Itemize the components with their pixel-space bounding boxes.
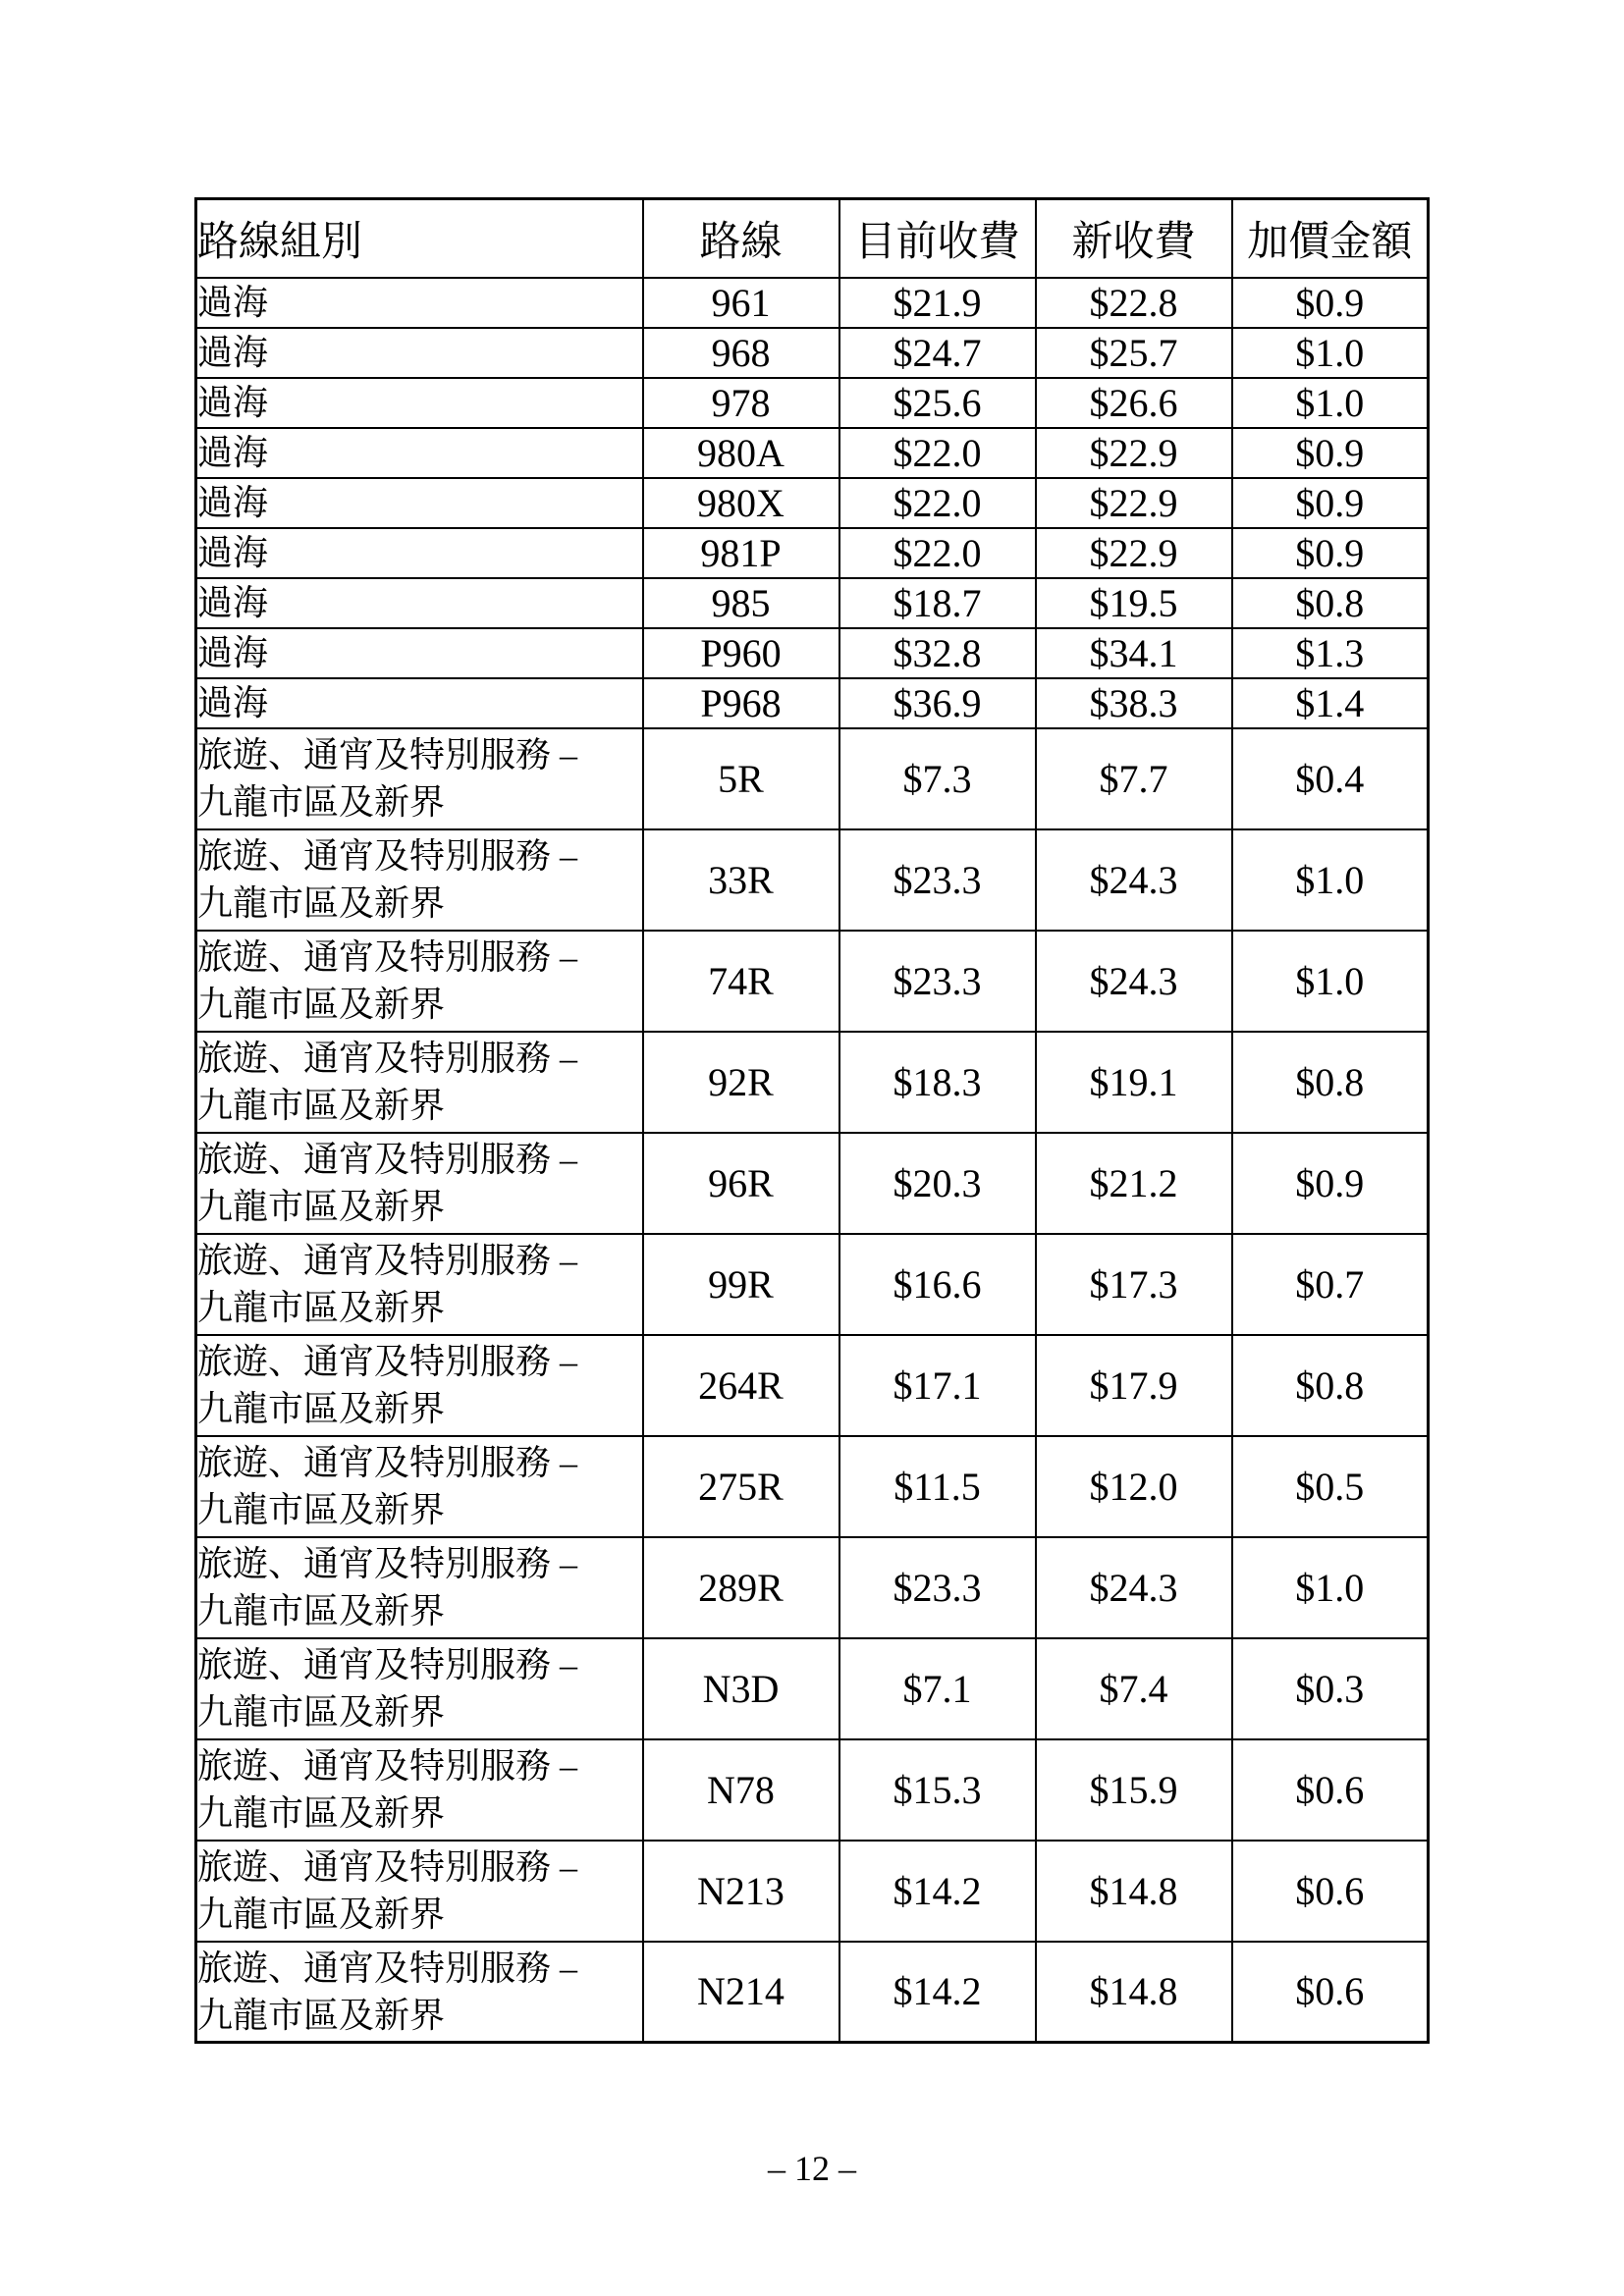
route-group-cell (196, 278, 643, 328)
route-group-line: 旅遊、通宵及特別服務 – (197, 1140, 578, 1179)
header-route-group: 路線組別 (196, 199, 643, 278)
table-row (196, 728, 1429, 829)
route-group-line: 過海 (197, 383, 269, 422)
table-row (196, 528, 1429, 578)
increase-amount-cell: $1.0 (1232, 378, 1429, 428)
route-cell: 92R (643, 1032, 839, 1133)
increase-amount-cell: $0.9 (1232, 478, 1429, 528)
current-fare-cell: $20.3 (839, 1133, 1036, 1234)
increase-amount-cell: $0.7 (1232, 1234, 1429, 1335)
route-group-line: 九龍市區及新界 (197, 1288, 446, 1327)
new-fare-cell: $17.9 (1036, 1335, 1232, 1436)
increase-amount-cell: $1.0 (1232, 931, 1429, 1032)
route-cell: N214 (643, 1942, 839, 2043)
increase-amount-cell: $0.9 (1232, 278, 1429, 328)
route-group-line: 過海 (197, 433, 269, 472)
increase-amount-cell: $1.0 (1232, 1537, 1429, 1638)
route-group-cell (196, 931, 643, 1032)
new-fare-cell: $24.3 (1036, 1537, 1232, 1638)
route-group-line: 旅遊、通宵及特別服務 – (197, 836, 578, 876)
route-cell: N213 (643, 1841, 839, 1942)
route-group-line: 九龍市區及新界 (197, 1389, 446, 1428)
route-group-line: 旅遊、通宵及特別服務 – (197, 735, 578, 774)
table-row (196, 1335, 1429, 1436)
route-cell: 981P (643, 528, 839, 578)
route-group-line: 九龍市區及新界 (197, 985, 446, 1024)
current-fare-cell: $25.6 (839, 378, 1036, 428)
new-fare-cell: $7.7 (1036, 728, 1232, 829)
route-group-line: 過海 (197, 283, 269, 322)
table-row (196, 328, 1429, 378)
fare-table (194, 197, 1430, 2044)
increase-amount-cell: $0.8 (1232, 578, 1429, 628)
new-fare-cell: $14.8 (1036, 1942, 1232, 2043)
page-number: – 12 – (768, 2149, 856, 2188)
route-group-cell (196, 728, 643, 829)
route-group-line: 九龍市區及新界 (197, 1490, 446, 1529)
route-cell: 264R (643, 1335, 839, 1436)
route-cell: 961 (643, 278, 839, 328)
route-cell: P960 (643, 628, 839, 678)
table-row (196, 578, 1429, 628)
route-group-cell (196, 478, 643, 528)
table-row (196, 1032, 1429, 1133)
new-fare-cell: $22.8 (1036, 278, 1232, 328)
route-cell: 980X (643, 478, 839, 528)
route-group-cell (196, 628, 643, 678)
increase-amount-cell: $0.9 (1232, 1133, 1429, 1234)
route-cell: 275R (643, 1436, 839, 1537)
route-group-line: 九龍市區及新界 (197, 1187, 446, 1226)
new-fare-cell: $38.3 (1036, 678, 1232, 728)
current-fare-cell: $11.5 (839, 1436, 1036, 1537)
fare-table-container (194, 197, 1430, 2044)
new-fare-cell: $12.0 (1036, 1436, 1232, 1537)
increase-amount-cell: $1.4 (1232, 678, 1429, 728)
route-group-line: 過海 (197, 333, 269, 372)
new-fare-cell: $34.1 (1036, 628, 1232, 678)
route-cell: 978 (643, 378, 839, 428)
table-row (196, 1942, 1429, 2043)
route-group-line: 旅遊、通宵及特別服務 – (197, 1645, 578, 1684)
current-fare-cell: $22.0 (839, 478, 1036, 528)
current-fare-cell: $22.0 (839, 528, 1036, 578)
increase-amount-cell: $1.3 (1232, 628, 1429, 678)
current-fare-cell: $21.9 (839, 278, 1036, 328)
increase-amount-cell: $0.4 (1232, 728, 1429, 829)
route-group-line: 旅遊、通宵及特別服務 – (197, 1443, 578, 1482)
increase-amount-cell: $1.0 (1232, 328, 1429, 378)
route-group-cell (196, 1032, 643, 1133)
new-fare-cell: $26.6 (1036, 378, 1232, 428)
new-fare-cell: $21.2 (1036, 1133, 1232, 1234)
route-group-line: 九龍市區及新界 (197, 1692, 446, 1732)
route-cell: 99R (643, 1234, 839, 1335)
route-group-line: 旅遊、通宵及特別服務 – (197, 1948, 578, 1988)
new-fare-cell: $22.9 (1036, 528, 1232, 578)
route-group-line: 九龍市區及新界 (197, 1086, 446, 1125)
route-cell: 96R (643, 1133, 839, 1234)
table-row (196, 478, 1429, 528)
header-new-fare: 新收費 (1036, 199, 1232, 278)
table-row (196, 1739, 1429, 1841)
route-group-line: 旅遊、通宵及特別服務 – (197, 1039, 578, 1078)
header-route: 路線 (643, 199, 839, 278)
current-fare-cell: $18.3 (839, 1032, 1036, 1133)
route-group-line: 旅遊、通宵及特別服務 – (197, 1342, 578, 1381)
table-row (196, 628, 1429, 678)
route-group-cell (196, 829, 643, 931)
table-row (196, 1537, 1429, 1638)
route-group-cell (196, 1335, 643, 1436)
route-cell: 33R (643, 829, 839, 931)
increase-amount-cell: $0.5 (1232, 1436, 1429, 1537)
route-group-line: 九龍市區及新界 (197, 1591, 446, 1630)
route-group-line: 過海 (197, 533, 269, 572)
table-row (196, 1436, 1429, 1537)
table-row (196, 1841, 1429, 1942)
route-group-line: 旅遊、通宵及特別服務 – (197, 1241, 578, 1280)
current-fare-cell: $36.9 (839, 678, 1036, 728)
route-cell: 980A (643, 428, 839, 478)
header-current-fare: 目前收費 (839, 199, 1036, 278)
current-fare-cell: $15.3 (839, 1739, 1036, 1841)
new-fare-cell: $24.3 (1036, 829, 1232, 931)
route-group-cell (196, 1133, 643, 1234)
route-group-line: 九龍市區及新界 (197, 1895, 446, 1934)
increase-amount-cell: $0.6 (1232, 1739, 1429, 1841)
route-group-cell (196, 1841, 643, 1942)
route-cell: 289R (643, 1537, 839, 1638)
current-fare-cell: $14.2 (839, 1841, 1036, 1942)
new-fare-cell: $19.5 (1036, 578, 1232, 628)
new-fare-cell: $22.9 (1036, 478, 1232, 528)
route-cell: 74R (643, 931, 839, 1032)
increase-amount-cell: $0.6 (1232, 1942, 1429, 2043)
route-cell: N78 (643, 1739, 839, 1841)
route-cell: 968 (643, 328, 839, 378)
route-group-line: 過海 (197, 483, 269, 522)
route-group-line: 九龍市區及新界 (197, 1995, 446, 2035)
route-cell: N3D (643, 1638, 839, 1739)
route-group-line: 過海 (197, 583, 269, 622)
route-group-cell (196, 678, 643, 728)
route-cell: 5R (643, 728, 839, 829)
new-fare-cell: $15.9 (1036, 1739, 1232, 1841)
route-group-cell (196, 528, 643, 578)
current-fare-cell: $23.3 (839, 1537, 1036, 1638)
route-group-cell (196, 1436, 643, 1537)
route-group-cell (196, 328, 643, 378)
route-group-cell (196, 378, 643, 428)
route-group-line: 旅遊、通宵及特別服務 – (197, 937, 578, 977)
new-fare-cell: $19.1 (1036, 1032, 1232, 1133)
new-fare-cell: $17.3 (1036, 1234, 1232, 1335)
route-group-cell (196, 428, 643, 478)
route-group-line: 旅遊、通宵及特別服務 – (197, 1746, 578, 1786)
current-fare-cell: $23.3 (839, 829, 1036, 931)
current-fare-cell: $7.1 (839, 1638, 1036, 1739)
route-group-line: 過海 (197, 683, 269, 722)
new-fare-cell: $24.3 (1036, 931, 1232, 1032)
increase-amount-cell: $0.9 (1232, 528, 1429, 578)
table-row (196, 678, 1429, 728)
table-row (196, 428, 1429, 478)
table-row (196, 278, 1429, 328)
current-fare-cell: $16.6 (839, 1234, 1036, 1335)
current-fare-cell: $14.2 (839, 1942, 1036, 2043)
route-cell: P968 (643, 678, 839, 728)
new-fare-cell: $25.7 (1036, 328, 1232, 378)
route-group-cell (196, 1537, 643, 1638)
increase-amount-cell: $0.9 (1232, 428, 1429, 478)
increase-amount-cell: $0.8 (1232, 1032, 1429, 1133)
route-group-cell (196, 578, 643, 628)
route-cell: 985 (643, 578, 839, 628)
table-row (196, 1638, 1429, 1739)
increase-amount-cell: $1.0 (1232, 829, 1429, 931)
current-fare-cell: $17.1 (839, 1335, 1036, 1436)
route-group-cell (196, 1234, 643, 1335)
table-row (196, 378, 1429, 428)
route-group-line: 旅遊、通宵及特別服務 – (197, 1847, 578, 1887)
new-fare-cell: $22.9 (1036, 428, 1232, 478)
route-group-cell (196, 1942, 643, 2043)
current-fare-cell: $22.0 (839, 428, 1036, 478)
route-group-cell (196, 1638, 643, 1739)
current-fare-cell: $32.8 (839, 628, 1036, 678)
route-group-line: 九龍市區及新界 (197, 883, 446, 923)
header-increase-amount: 加價金額 (1232, 199, 1429, 278)
table-row (196, 1234, 1429, 1335)
table-row (196, 931, 1429, 1032)
increase-amount-cell: $0.6 (1232, 1841, 1429, 1942)
current-fare-cell: $23.3 (839, 931, 1036, 1032)
route-group-line: 旅遊、通宵及特別服務 – (197, 1544, 578, 1583)
increase-amount-cell: $0.3 (1232, 1638, 1429, 1739)
route-group-cell (196, 1739, 643, 1841)
route-group-line: 九龍市區及新界 (197, 1793, 446, 1833)
new-fare-cell: $7.4 (1036, 1638, 1232, 1739)
current-fare-cell: $18.7 (839, 578, 1036, 628)
route-group-line: 過海 (197, 633, 269, 672)
table-header-row (196, 199, 1429, 278)
table-row (196, 1133, 1429, 1234)
current-fare-cell: $24.7 (839, 328, 1036, 378)
current-fare-cell: $7.3 (839, 728, 1036, 829)
increase-amount-cell: $0.8 (1232, 1335, 1429, 1436)
new-fare-cell: $14.8 (1036, 1841, 1232, 1942)
table-row (196, 829, 1429, 931)
route-group-line: 九龍市區及新界 (197, 782, 446, 822)
